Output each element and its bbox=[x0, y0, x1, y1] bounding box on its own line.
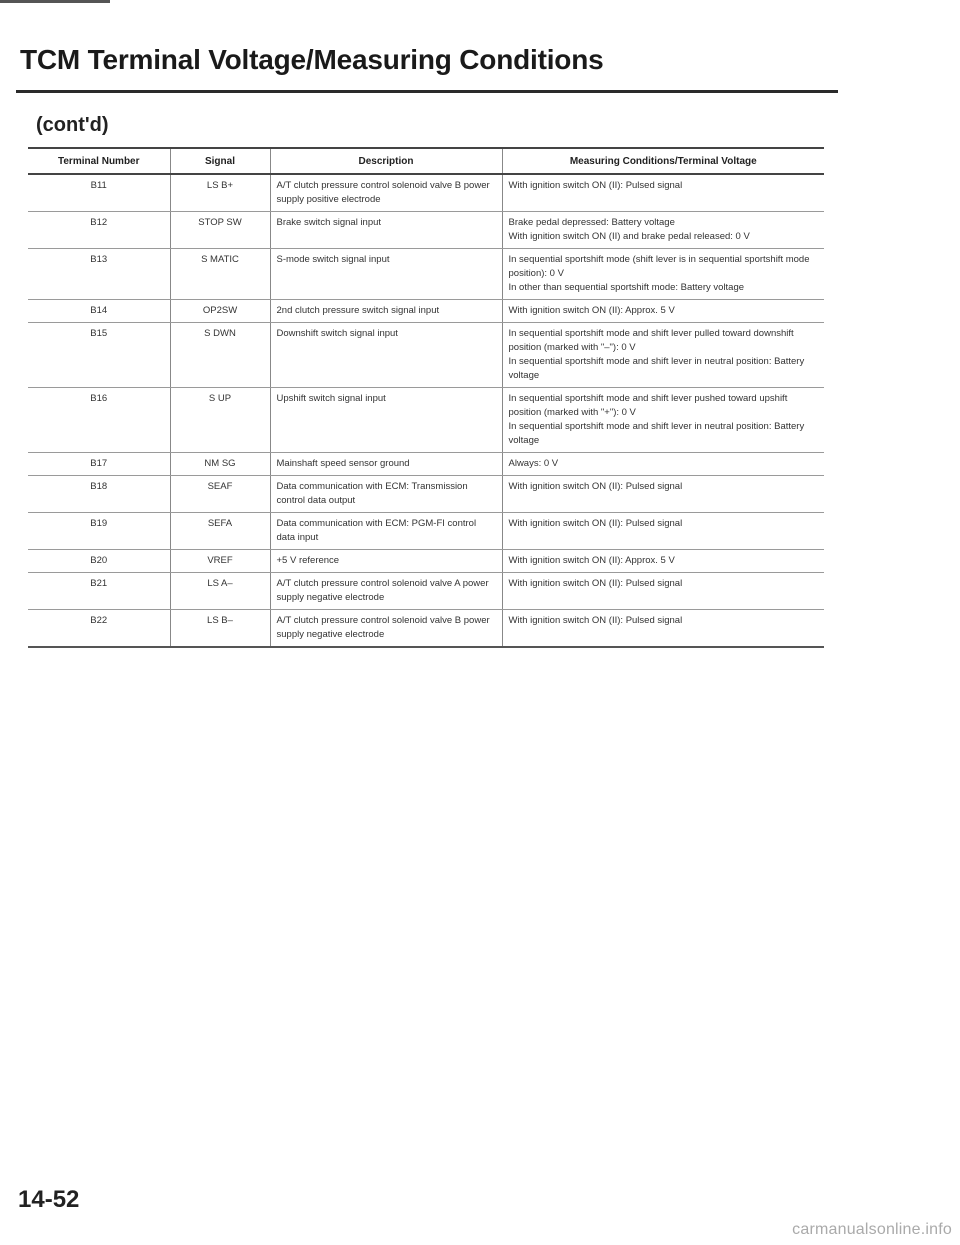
cell-description bbox=[270, 550, 502, 573]
header-terminal-number: Terminal Number bbox=[28, 148, 170, 174]
cell-text-line: Brake switch signal input bbox=[276, 217, 382, 228]
cell-text-line: LS A– bbox=[207, 578, 233, 589]
cell-text-line: In sequential sportshift mode and shift lever in neutral position: Battery voltage bbox=[508, 356, 805, 381]
cell-terminal-number bbox=[28, 476, 170, 513]
cell-text-line: Upshift switch signal input bbox=[276, 393, 386, 404]
table-row bbox=[28, 212, 824, 249]
cell-measuring-conditions bbox=[502, 174, 824, 212]
cell-text-line: OP2SW bbox=[202, 305, 238, 316]
cell-description bbox=[270, 300, 502, 323]
cell-signal bbox=[170, 550, 270, 573]
cell-text-line: Brake pedal depressed: Battery voltage bbox=[508, 217, 675, 228]
cell-measuring-conditions bbox=[502, 573, 824, 610]
cell-measuring-conditions bbox=[502, 323, 824, 388]
top-edge-mark bbox=[0, 0, 110, 3]
cell-signal bbox=[170, 249, 270, 300]
cell-signal bbox=[170, 573, 270, 610]
cell-text-line: NM SG bbox=[204, 458, 236, 469]
cell-description bbox=[270, 323, 502, 388]
cell-text-line: With ignition switch ON (II): Pulsed signal bbox=[508, 518, 683, 529]
table-row bbox=[28, 513, 824, 550]
title-rule bbox=[16, 90, 838, 93]
cell-text-line: A/T clutch pressure control solenoid valve A power supply negative electrode bbox=[276, 578, 489, 603]
cell-description bbox=[270, 476, 502, 513]
cell-text-line: A/T clutch pressure control solenoid valve B power supply negative electrode bbox=[276, 615, 490, 640]
cell-description bbox=[270, 453, 502, 476]
table-row bbox=[28, 573, 824, 610]
header-measuring-conditions: Measuring Conditions/Terminal Voltage bbox=[502, 148, 824, 174]
cell-measuring-conditions bbox=[502, 513, 824, 550]
cell-text-line: STOP SW bbox=[198, 217, 242, 228]
cell-terminal-number bbox=[28, 323, 170, 388]
cell-text-line: In sequential sportshift mode and shift lever in neutral position: Battery voltage bbox=[508, 421, 805, 446]
cell-terminal-number bbox=[28, 550, 170, 573]
cell-text-line: Data communication with ECM: Transmission control data output bbox=[276, 481, 468, 506]
cell-description bbox=[270, 174, 502, 212]
table-body bbox=[28, 174, 824, 647]
cell-measuring-conditions bbox=[502, 453, 824, 476]
cell-text-line: B11 bbox=[90, 180, 107, 191]
cell-text-line: A/T clutch pressure control solenoid valve B power supply positive electrode bbox=[276, 180, 490, 205]
page-title: TCM Terminal Voltage/Measuring Conditions bbox=[20, 44, 604, 75]
cell-text-line: B14 bbox=[90, 305, 108, 316]
cell-text-line: S DWN bbox=[204, 328, 236, 339]
table-header bbox=[28, 148, 824, 174]
cell-text-line: B19 bbox=[90, 518, 108, 529]
table-header-row bbox=[28, 148, 824, 174]
header-signal: Signal bbox=[170, 148, 270, 174]
cell-terminal-number bbox=[28, 300, 170, 323]
cell-terminal-number bbox=[28, 249, 170, 300]
cell-text-line: B17 bbox=[90, 458, 108, 469]
cell-measuring-conditions bbox=[502, 300, 824, 323]
cell-text-line: With ignition switch ON (II): Pulsed signal bbox=[508, 180, 683, 191]
cell-text-line: In sequential sportshift mode and shift lever pulled toward downshift position (marked with "–"): 0 V bbox=[508, 328, 794, 353]
cell-text-line: SEAF bbox=[207, 481, 233, 492]
cell-text-line: With ignition switch ON (II) and brake pedal released: 0 V bbox=[508, 231, 750, 242]
cell-description bbox=[270, 388, 502, 453]
cell-signal bbox=[170, 610, 270, 648]
cell-terminal-number bbox=[28, 453, 170, 476]
cell-measuring-conditions bbox=[502, 550, 824, 573]
cell-signal bbox=[170, 513, 270, 550]
page-subtitle: (cont'd) bbox=[36, 114, 109, 136]
cell-text-line: S UP bbox=[208, 393, 232, 404]
table-row bbox=[28, 174, 824, 212]
cell-text-line: With ignition switch ON (II): Pulsed signal bbox=[508, 578, 683, 589]
cell-text-line: S-mode switch signal input bbox=[276, 254, 390, 265]
cell-signal bbox=[170, 476, 270, 513]
cell-text-line: In sequential sportshift mode (shift lever is in sequential sportshift mode position): 0 V bbox=[508, 254, 810, 279]
cell-measuring-conditions bbox=[502, 212, 824, 249]
table-row bbox=[28, 453, 824, 476]
cell-text-line: B18 bbox=[90, 481, 108, 492]
cell-text-line: B13 bbox=[90, 254, 108, 265]
cell-text-line: B12 bbox=[90, 217, 108, 228]
table-row bbox=[28, 388, 824, 453]
cell-signal bbox=[170, 174, 270, 212]
table-row bbox=[28, 550, 824, 573]
cell-measuring-conditions bbox=[502, 476, 824, 513]
cell-signal bbox=[170, 388, 270, 453]
cell-text-line: With ignition switch ON (II): Approx. 5 V bbox=[508, 555, 675, 566]
cell-text-line: In other than sequential sportshift mode: Battery voltage bbox=[508, 282, 745, 293]
cell-text-line: B16 bbox=[90, 393, 108, 404]
cell-measuring-conditions bbox=[502, 388, 824, 453]
table-row bbox=[28, 610, 824, 648]
cell-text-line: SEFA bbox=[207, 518, 233, 529]
cell-text-line: LS B+ bbox=[206, 180, 234, 191]
cell-terminal-number bbox=[28, 212, 170, 249]
header-description: Description bbox=[270, 148, 502, 174]
cell-text-line: With ignition switch ON (II): Approx. 5 V bbox=[508, 305, 675, 316]
cell-measuring-conditions bbox=[502, 249, 824, 300]
cell-description bbox=[270, 249, 502, 300]
cell-text-line: With ignition switch ON (II): Pulsed signal bbox=[508, 615, 683, 626]
table-row bbox=[28, 476, 824, 513]
cell-text-line: 2nd clutch pressure switch signal input bbox=[276, 305, 440, 316]
cell-text-line: B20 bbox=[90, 555, 108, 566]
cell-text-line: +5 V reference bbox=[276, 555, 340, 566]
cell-text-line: B15 bbox=[90, 328, 108, 339]
table-row bbox=[28, 323, 824, 388]
cell-text-line: VREF bbox=[207, 555, 233, 566]
cell-terminal-number bbox=[28, 388, 170, 453]
cell-signal bbox=[170, 323, 270, 388]
cell-terminal-number bbox=[28, 573, 170, 610]
table-row bbox=[28, 300, 824, 323]
cell-description bbox=[270, 610, 502, 648]
cell-text-line: In sequential sportshift mode and shift lever pushed toward upshift position (marked with "+"): 0 V bbox=[508, 393, 788, 418]
cell-text-line: B21 bbox=[90, 578, 108, 589]
cell-text-line: Mainshaft speed sensor ground bbox=[276, 458, 410, 469]
cell-signal bbox=[170, 212, 270, 249]
cell-text-line: Always: 0 V bbox=[508, 458, 559, 469]
cell-description bbox=[270, 573, 502, 610]
cell-text-line: B22 bbox=[90, 615, 108, 626]
cell-measuring-conditions bbox=[502, 610, 824, 648]
terminal-table-wrapper bbox=[28, 147, 824, 648]
cell-signal bbox=[170, 300, 270, 323]
cell-text-line: Data communication with ECM: PGM-FI control data input bbox=[276, 518, 477, 543]
cell-description bbox=[270, 513, 502, 550]
cell-text-line: LS B– bbox=[207, 615, 233, 626]
cell-terminal-number bbox=[28, 610, 170, 648]
cell-signal bbox=[170, 453, 270, 476]
cell-text-line: Downshift switch signal input bbox=[276, 328, 398, 339]
cell-text-line: With ignition switch ON (II): Pulsed signal bbox=[508, 481, 683, 492]
terminal-table bbox=[28, 147, 824, 648]
table-row bbox=[28, 249, 824, 300]
cell-text-line: S MATIC bbox=[201, 254, 239, 265]
cell-terminal-number bbox=[28, 174, 170, 212]
watermark: carmanualsonline.info bbox=[792, 1221, 952, 1238]
page-number: 14-52 bbox=[18, 1186, 80, 1213]
cell-terminal-number bbox=[28, 513, 170, 550]
cell-description bbox=[270, 212, 502, 249]
